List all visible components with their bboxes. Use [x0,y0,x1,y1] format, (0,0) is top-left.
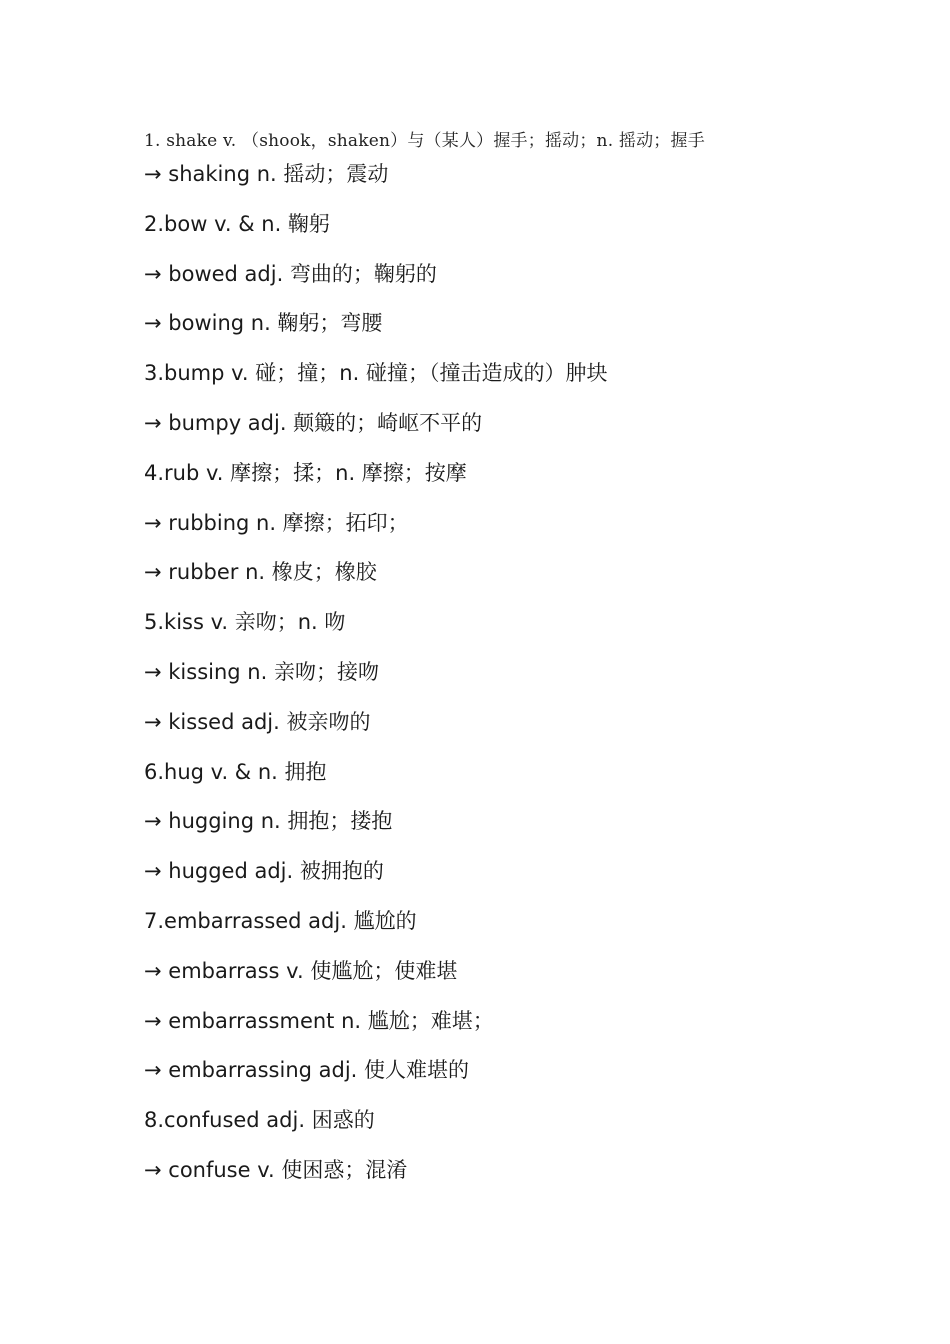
vocab-line: → confuse v. 使困惑；混淆 [144,1157,408,1182]
vocab-line: → hugging n. 拥抱；搂抱 [144,809,393,834]
vocab-line: 5.kiss v. 亲吻；n. 吻 [144,610,346,635]
vocab-line: → bumpy adj. 颠簸的；崎岖不平的 [144,410,483,435]
vocab-line: → embarrass v. 使尴尬；使难堪 [144,958,458,983]
vocab-line: 8.confused adj. 困惑的 [144,1108,375,1133]
vocab-line: → kissing n. 亲吻；接吻 [144,659,379,684]
vocab-line: → shaking n. 摇动；震动 [144,162,389,186]
vocab-line: → bowed adj. 弯曲的；鞠躬的 [144,261,437,286]
vocabulary-list [144,160,607,1206]
vocab-line: 7.embarrassed adj. 尴尬的 [144,908,417,933]
entry-1-heading: 1. shake v. （shook，shaken）与（某人）握手；摇动；n. 摇动；握手 [144,131,705,151]
vocab-line: → embarrassing adj. 使人难堪的 [144,1058,470,1083]
vocab-line: → bowing n. 鞠躬；弯腰 [144,311,383,336]
vocab-line: 3.bump v. 碰；撞；n. 碰撞；（撞击造成的）肿块 [144,361,608,386]
vocab-line: → kissed adj. 被亲吻的 [144,709,371,734]
vocab-line: → embarrassment n. 尴尬；难堪； [144,1008,494,1033]
vocab-line: → rubbing n. 摩擦；拓印； [144,510,409,535]
vocab-line: 2.bow v. & n. 鞠躬 [144,211,330,236]
vocab-line: → rubber n. 橡皮；橡胶 [144,560,377,585]
vocab-line: 6.hug v. & n. 拥抱 [144,759,327,784]
vocab-line: 4.rub v. 摩擦；揉；n. 摩擦；按摩 [144,460,467,485]
vocab-line: → hugged adj. 被拥抱的 [144,859,384,884]
